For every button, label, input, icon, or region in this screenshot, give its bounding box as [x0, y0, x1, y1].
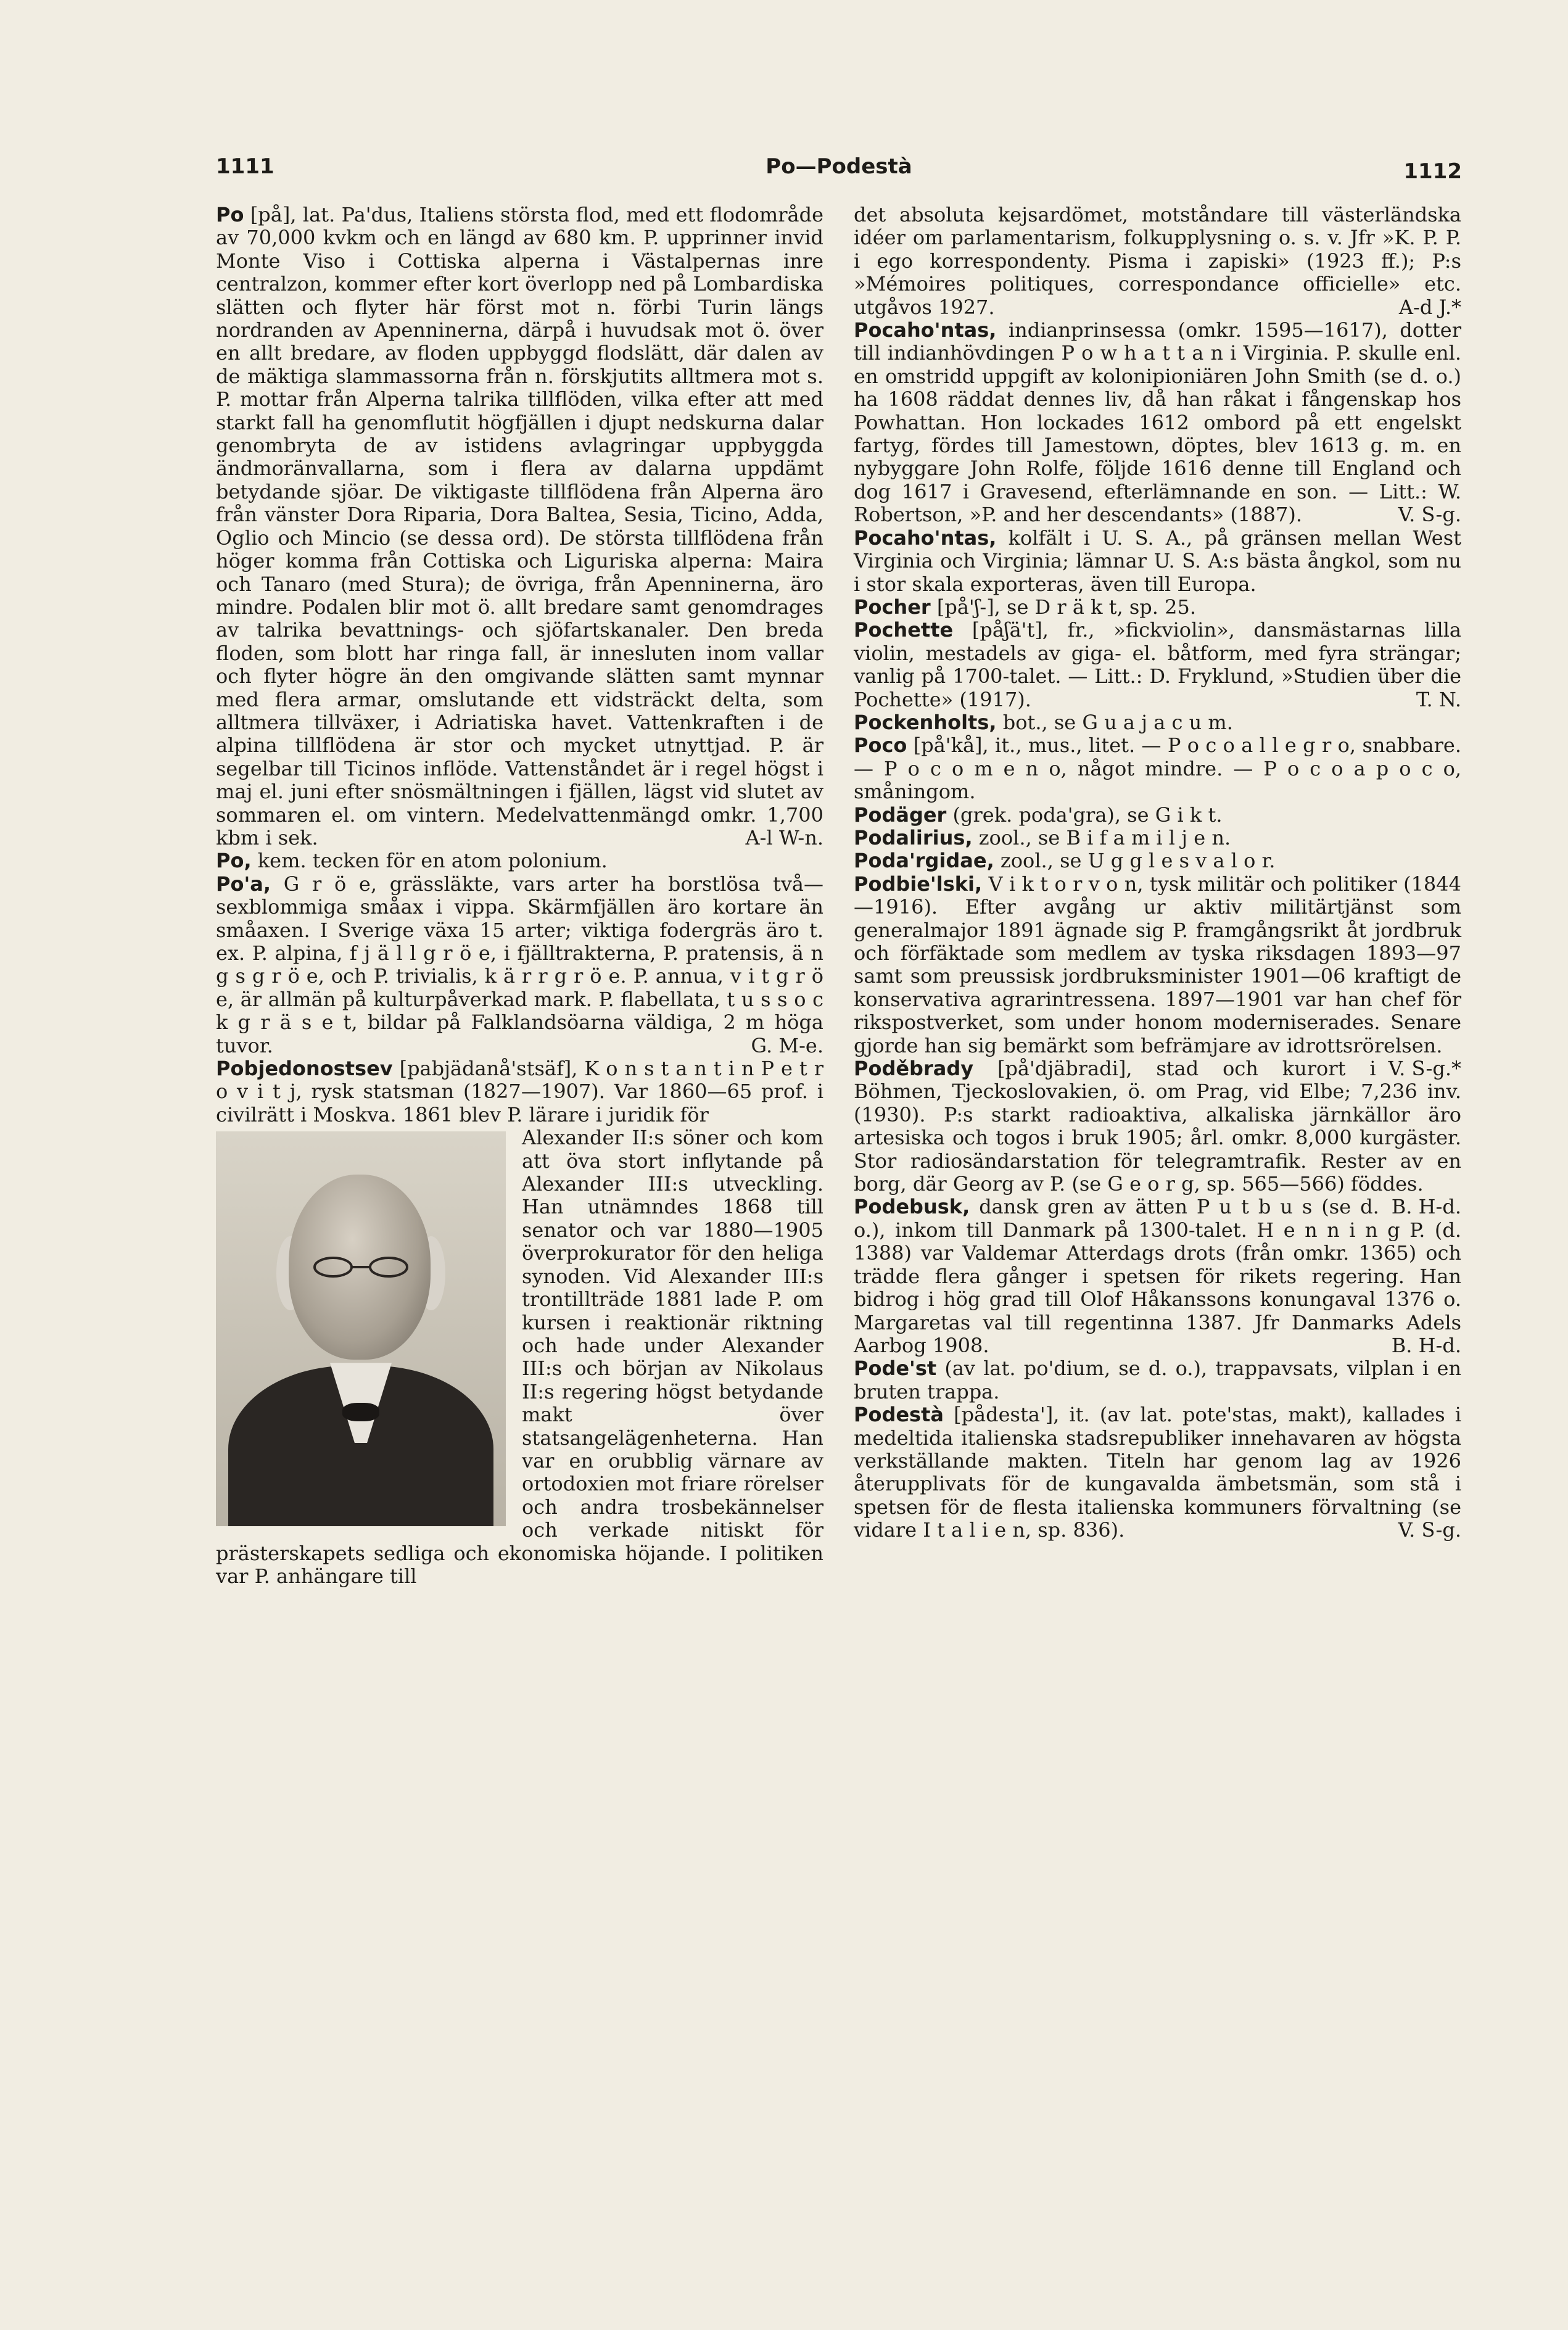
entry-podargidae	[854, 849, 1461, 872]
right-column	[854, 204, 1461, 1542]
entry-signature: B. H-d.	[1391, 1195, 1461, 1219]
entry-headword: Pode'st	[854, 1357, 937, 1381]
left-column	[216, 204, 823, 1588]
entry-signature: A-l W-n.	[745, 825, 823, 849]
entry-text: G r ö e, grässläkte, vars arter ha borstlösa två—sexblommiga småax i vippa. Skärmfjällen äro kortare än småaxen. I Sverige växa 15 arter; viktiga fodergräs äro t. ex. P. alpina, f j ä l l g r ö e, i fjälltrakterna, P. pratensis, ä n g s g r ö e, och P. trivialis, k ä r r g r ö e. P. annua, v i t g r ö e, är allmän på kulturpåverkad mark. P. flabellata, t u s s o c k g r ä s e t, bildar på Falklandsöarna väldiga, 2 m höga tuvor.	[216, 872, 823, 1057]
entry-headword: Podbie'lski,	[854, 872, 983, 896]
entry-pockenholts	[854, 711, 1461, 734]
entry-headword: Pocher	[854, 595, 931, 619]
portrait-bowtie	[342, 1403, 379, 1421]
entry-poa	[216, 873, 823, 1057]
page-header	[216, 154, 1462, 191]
portrait-photo	[216, 1131, 506, 1526]
entry-text: (grek. poda'gra), se G i k t.	[946, 803, 1223, 827]
entry-text: indianprinsessa (omkr. 1595—1617), dotter till indianhövdingen P o w h a t t a n i Virginia. P. skulle enl. en omstridd uppgift av kolonipioniären John Smith (se d. o.) ha 1608 räddat dennes liv, då han råkat i fångenskap hos Powhattan. Hon lockades 1612 ombord på ett engelskt fartyg, fördes till Jamestown, döptes, blev 1613 g. m. en nybyggare John Rolfe, följde 1616 denne till England och dog 1617 i Gravesend, efterlämnande en son. — Litt.: W. Robertson, »P. and her descendants» (1887).	[854, 318, 1461, 527]
entry-signature: A-d J.*	[1398, 295, 1461, 319]
entry-headword: Poda'rgidae,	[854, 849, 994, 873]
entry-text: [pådesta'], it. (av lat. pote'stas, makt), kallades i medeltida italienska stadsrepubliker innehavaren av högsta verkställande makten. Titeln har genom lag av 1926 återupplivats för de kungavalda ämbetsmän, som stå i spetsen för de flesta italienska kommuners förvaltning (se vidare I t a l i e n, sp. 836).	[854, 1403, 1461, 1542]
entry-headword: Pocaho'ntas,	[854, 526, 997, 550]
entry-signature: V. S-g.	[1398, 1518, 1461, 1542]
entry-continuation	[854, 204, 1461, 319]
entry-signature: B. H-d.	[1391, 1333, 1461, 1357]
page-number-left: 1111	[216, 154, 274, 179]
page-number-right: 1112	[1403, 159, 1462, 184]
entry-pocher	[854, 596, 1461, 619]
entry-text: zool., se U g g l e s v a l o r.	[994, 849, 1276, 873]
entry-headword: Po	[216, 203, 244, 226]
entry-text: kem. tecken för en atom polonium.	[251, 849, 608, 873]
entry-text: [på'djäbradi], stad och kurort i Böhmen, Tjeckoslovakien, ö. om Prag, vid Elbe; 7,236 inv. (1930). P:s starkt radioaktiva, alkaliska järnkällor äro artesiska och togos i bruk 1905; årl. omkr. 8,000 kurgäster. Stor radiosändarstation för telegramtrafik. Rester av en borg, där Georg av P. (se G e o r g, sp. 565—566) föddes.	[854, 1057, 1461, 1196]
entry-text: dansk gren av ätten P u t b u s (se d. o.), inkom till Danmark på 1300-talet. H e n n i n g P. (d. 1388) var Valdemar Atterdags drots (från omkr. 1365) och trädde flera gånger i spetsen för rikets regering. Han bidrog i hög grad till Olof Håkanssons konungaval 1376 o. Margaretas val till regentinna 1387. Jfr Danmarks Adels Aarbog 1908.	[854, 1195, 1461, 1357]
entry-headword: Poco	[854, 733, 907, 758]
entry-signature: V. S-g.*	[1388, 1057, 1461, 1081]
entry-text: [på'ʃ-], se D r ä k t, sp. 25.	[930, 595, 1196, 619]
entry-headword: Podalirius,	[854, 825, 973, 849]
entry-podebusk	[854, 1196, 1461, 1357]
entry-po-chem	[216, 849, 823, 872]
portrait-wrap	[216, 1126, 823, 1588]
entry-pochette	[854, 619, 1461, 711]
entry-headword: Podestà	[854, 1403, 944, 1427]
entry-headword: Poděbrady	[854, 1057, 974, 1081]
entry-text: V i k t o r v o n, tysk militär och politiker (1844—1916). Efter avgång ur aktiv militärtjänst som generalmajor 1891 ägnade sig P. framgångsrikt åt jordbruk och förfäktade som medlem av tyska riksdagen 1893—97 samt som preussisk jordbruksminister 1901—06 kraftigt de konservativa agrarintressena. 1897—1901 var han chef för rikspostverket, som under honom moderniserades. Senare gjorde han sig bemärkt som befrämjare av idrottsrörelsen.	[854, 872, 1461, 1057]
entry-text: kolfält i U. S. A., på gränsen mellan West Virginia och Virginia; lämnar U. S. A:s bästa ångkol, som nu i stor skala exporteras, även till Europa.	[854, 526, 1461, 596]
entry-text: [pabjädanå'stsäf], K o n s t a n t i n P e t r o v i t j, rysk statsman (1827—1907). Var 1860—65 prof. i civilrätt i Moskva. 1861 blev P. lärare i juridik för	[216, 1057, 823, 1126]
entry-po	[216, 204, 823, 849]
entry-headword: Pobjedonostsev	[216, 1057, 393, 1081]
entry-text: (av lat. po'dium, se d. o.), trappavsats, vilplan i en bruten trappa.	[854, 1357, 1461, 1403]
entry-headword: Po,	[216, 849, 252, 873]
entry-text-continued: Alexander II:s söner och kom att öva stort inflytande på Alexander III:s utveckling. Han utnämndes 1868 till senator och var 1880—1905 överprokurator för den heliga synoden. Vid Alexander III:s trontillträde 1881 lade P. om kursen i reaktionär riktning och hade under Alexander III:s och början av Nikolaus II:s regering högst betydande makt över statsangelägenheterna. Han var en orubblig värnare av ortodoxien mot friare rörelser och andra trosbekännelser och verkade nitiskt för prästerskapets sedliga och ekonomiska höjande. I politiken var P. anhängare till	[216, 1126, 823, 1588]
entry-podalirius	[854, 827, 1461, 849]
running-title: Po—Podestà	[765, 154, 912, 179]
portrait-glasses	[308, 1255, 413, 1279]
entry-text: [påʃä't], fr., »fickviolin», dansmästarnas lilla violin, mestadels av giga- el. båtform, med fyra strängar; vanlig på 1700-talet. — Litt.: D. Fryklund, »Studien über die Pochette» (1917).	[854, 618, 1461, 711]
entry-text: [på'kå], it., mus., litet. — P o c o a l l e g r o, snabbare. — P o c o m e n o, något mindre. — P o c o a p o c o, småningom.	[854, 733, 1461, 804]
entry-headword: Pocaho'ntas,	[854, 318, 997, 342]
entry-signature: T. N.	[1416, 687, 1461, 711]
entry-headword: Podäger	[854, 803, 947, 827]
entry-headword: Pochette	[854, 618, 954, 642]
entry-podesta	[854, 1403, 1461, 1542]
entry-headword: Po'a,	[216, 872, 271, 896]
entry-signature: G. M-e.	[751, 1033, 823, 1057]
entry-pocahontas-coalfield	[854, 527, 1461, 596]
entry-pocahontas	[854, 319, 1461, 527]
entry-poco	[854, 734, 1461, 803]
entry-headword: Pockenholts,	[854, 710, 997, 734]
entry-text: zool., se B i f a m i l j e n.	[972, 825, 1231, 849]
entry-text: det absoluta kejsardömet, motståndare till västerländska idéer om parlamentarism, folkupplysning o. s. v. Jfr »K. P. P. i ego korrespondenty. Pisma i zapiski» (1923 ff.); P:s »Mémoires politiques, correspondance officielle» etc. utgåvos 1927.	[854, 203, 1461, 319]
entry-podest	[854, 1357, 1461, 1403]
entry-signature: V. S-g.	[1398, 503, 1461, 527]
entry-text: bot., se G u a j a c u m.	[996, 710, 1233, 734]
entry-pobjedonostsev	[216, 1057, 823, 1126]
entry-headword: Podebusk,	[854, 1195, 970, 1219]
entry-text: [på], lat. Pa'dus, Italiens största flod, med ett flodområde av 70,000 kvkm och en längd av 680 km. P. upprinner invid Monte Viso i Cottiska alperna i Västalpernas inre centralzon, kommer efter kort överlopp ned på Lombardiska slätten och flyter här först mot n. förbi Turin längs nordranden av Apenninerna, därpå i huvudsak mot ö. över en allt bredare, av floden uppbyggd flodslätt, där dalen av de mäktiga slammassorna från n. förskjutits alltmera mot s. P. mottar från Alperna talrika tillflöden, vilka efter att med starkt fall ha genomflutit högfjällen i djupt nedskurna dalar genombryta de av istidens avlagringar uppbyggda ändmoränvallarna, som i flera av dalarna uppdämt betydande sjöar. De viktigaste tillflödena från Alperna äro från vänster Dora Riparia, Dora Baltea, Sesia, Ticino, Adda, Oglio och Mincio (se dessa ord). De största tillflödena från höger komma från Cottiska och Liguriska alperna: Maira och Tanaro (med Stura); de övriga, från Apenninerna, äro mindre. Podalen blir mot ö. allt bredare samt genomdrages av talrika bevattnings- och sjöfartskanaler. Den breda floden, som blott har ringa fall, är innesluten inom vallar och flyter högre än den omgivande slätten samt mynnar med flera armar, omslutande ett vidsträckt delta, som alltmera tillväxer, i Adriatiska havet. Vattenkraften i de alpina tillflödena är stor och mycket utnyttjad. P. är segelbar till Ticinos inflöde. Vattenståndet är i regel högst i maj el. juni efter snösmältningen i fjällen, lägst vid slutet av sommaren el. om vintern. Medelvattenmängd omkr. 1,700 kbm i sek.	[216, 203, 823, 849]
entry-podager	[854, 804, 1461, 827]
